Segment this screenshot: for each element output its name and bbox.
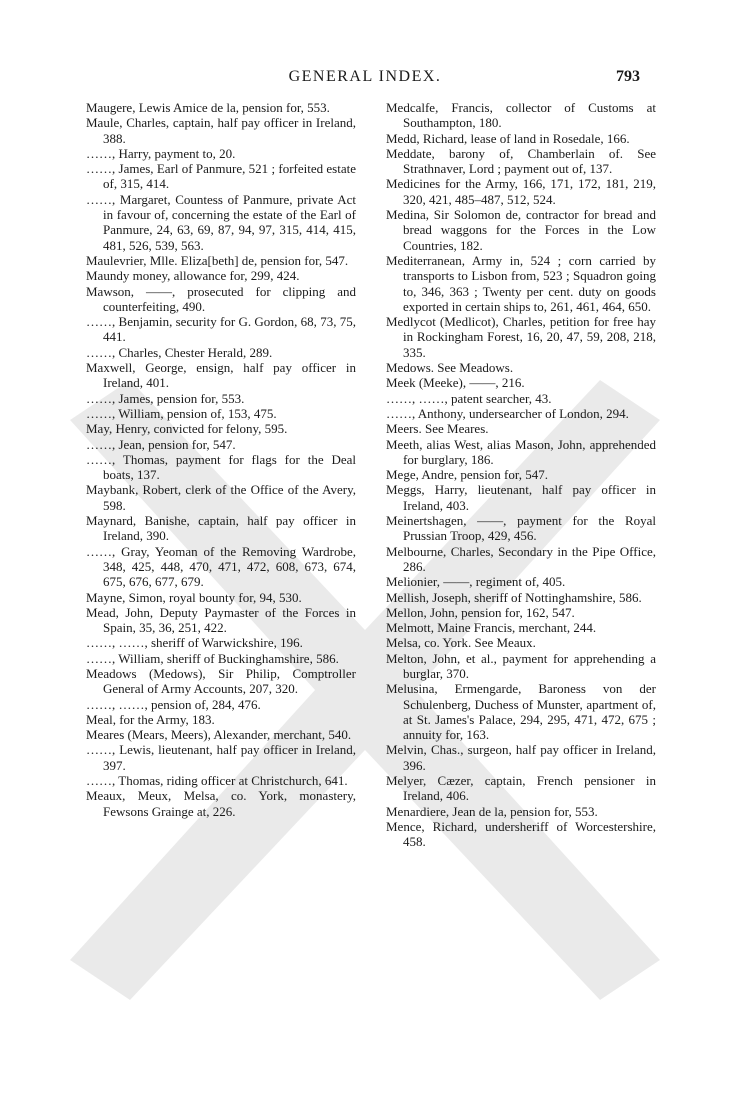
index-entry: Melyer, Cæzer, captain, French pensioner in Ireland, 406.: [386, 773, 656, 804]
index-entry: Maundy money, allowance for, 299, 424.: [86, 268, 300, 284]
index-entry: ……, William, sheriff of Buckinghamshire, 586.: [86, 650, 339, 666]
index-entry: Melbourne, Charles, Secondary in the Pipe Office, 286.: [386, 543, 656, 574]
index-entry: Melmott, Maine Francis, merchant, 244.: [386, 620, 597, 636]
index-entry: Mege, Andre, pension for, 547.: [386, 467, 548, 483]
index-entry: Maxwell, George, ensign, half pay officer in Ireland, 401.: [86, 360, 356, 391]
index-entry: Meinertshagen, ——, payment for the Royal Prussian Troop, 429, 456.: [386, 513, 656, 544]
index-entry: ……, Thomas, payment for flags for the Deal boats, 137.: [86, 451, 356, 483]
index-entry: ……, Thomas, riding officer at Christchurch, 641.: [86, 773, 348, 789]
index-entry: Melsa, co. York. See Meaux.: [386, 635, 536, 651]
index-entry: ……, Lewis, lieutenant, half pay officer in Ireland, 397.: [86, 742, 356, 773]
index-entry: ……, ……, patent searcher, 43.: [386, 390, 552, 406]
index-column-right: [386, 100, 656, 850]
index-entry: Mayne, Simon, royal bounty for, 94, 530.: [86, 589, 302, 605]
index-entry: ……, Anthony, undersearcher of London, 294.: [386, 405, 629, 421]
index-entry: Meaux, Meux, Melsa, co. York, monastery, Fewsons Grainge at, 226.: [86, 788, 356, 819]
index-entry: ……, Margaret, Countess of Panmure, private Act in favour of, concerning the estate of the Earl of Panmure, 24, 63, 69, 87, 94, 97, 315, 414, 415, 481, 526, 539, 563.: [86, 191, 356, 253]
index-entry: Meares (Mears, Meers), Alexander, merchant, 540.: [86, 727, 352, 743]
index-entry: Medina, Sir Solomon de, contractor for bread and bread waggons for the Forces in the Low Countries, 182.: [386, 207, 656, 253]
index-entry: Medows. See Meadows.: [386, 360, 514, 376]
index-entry: Mawson, ——, prosecuted for clipping and counterfeiting, 490.: [86, 283, 356, 314]
index-entry: Medd, Richard, lease of land in Rosedale, 166.: [386, 130, 630, 146]
index-entry: ……, Gray, Yeoman of the Removing Wardrobe, 348, 425, 448, 470, 471, 472, 608, 673, 674, 675, 676, 677, 679.: [86, 543, 356, 590]
index-entry: Mence, Richard, undersheriff of Worcestershire, 458.: [386, 818, 656, 850]
index-entry: ……, Harry, payment to, 20.: [86, 145, 236, 161]
index-entry: ……, James, Earl of Panmure, 521 ; forfeited estate of, 315, 414.: [86, 161, 356, 192]
index-entry: Mediterranean, Army in, 524 ; corn carried by transports to Lisbon from, 523 ; Squadron going to, 346, 363 ; Twenty per cent. duty on goods exported in certain ships to, 261, 461, 464, 650.: [386, 252, 656, 314]
index-entry: Maulevrier, Mlle. Eliza[beth] de, pension for, 547.: [86, 252, 349, 268]
index-entry: ……, William, pension of, 153, 475.: [86, 405, 277, 421]
index-entry: Melusina, Ermengarde, Baroness von der Schulenberg, Duchess of Munster, apartment of, at St. James's Palace, 294, 295, 471, 472, 675 ; annuity for, 163.: [386, 681, 656, 743]
index-entry: Meddate, barony of, Chamberlain of. See Strathnaver, Lord ; payment out of, 137.: [386, 145, 656, 177]
index-entry: ……, ……, pension of, 284, 476.: [86, 696, 261, 712]
index-entry: Melton, John, et al., payment for apprehending a burglar, 370.: [386, 650, 656, 681]
index-entry: Mellon, John, pension for, 162, 547.: [386, 604, 575, 620]
index-entry: ……, James, pension for, 553.: [86, 390, 245, 406]
page-header: [0, 68, 730, 88]
index-entry: Medcalfe, Francis, collector of Customs at Southampton, 180.: [386, 100, 656, 131]
index-entry: Melvin, Chas., surgeon, half pay officer in Ireland, 396.: [386, 742, 656, 773]
index-entry: ……, ……, sheriff of Warwickshire, 196.: [86, 635, 303, 651]
index-entry: Meek (Meeke), ——, 216.: [386, 375, 525, 391]
index-entry: Meadows (Medows), Sir Philip, Comptroller General of Army Accounts, 207, 320.: [86, 665, 356, 697]
index-entry: Melionier, ——, regiment of, 405.: [386, 574, 566, 590]
index-entry: Meal, for the Army, 183.: [86, 711, 215, 727]
index-entry: May, Henry, convicted for felony, 595.: [86, 421, 288, 437]
index-column-left: [86, 100, 356, 819]
index-entry: Maynard, Banishe, captain, half pay officer in Ireland, 390.: [86, 513, 356, 544]
index-entry: Mellish, Joseph, sheriff of Nottinghamshire, 586.: [386, 589, 642, 605]
index-entry: Menardiere, Jean de la, pension for, 553.: [386, 803, 598, 819]
running-title: GENERAL INDEX.: [288, 68, 442, 85]
index-entry: Maugere, Lewis Amice de la, pension for, 553.: [86, 100, 330, 115]
index-entry: Meggs, Harry, lieutenant, half pay officer in Ireland, 403.: [386, 482, 656, 513]
page-number: 793: [616, 68, 640, 85]
index-entry: ……, Jean, pension for, 547.: [86, 436, 236, 452]
index-entry: Medlycot (Medlicot), Charles, petition for free hay in Rockingham Forest, 16, 20, 47, 59, 208, 218, 335.: [386, 314, 656, 360]
index-entry: Medicines for the Army, 166, 171, 172, 181, 219, 320, 421, 485–487, 512, 524.: [386, 176, 656, 207]
index-entry: ……, Charles, Chester Herald, 289.: [86, 344, 273, 360]
index-entry: ……, Benjamin, security for G. Gordon, 68, 73, 75, 441.: [86, 314, 356, 345]
index-entry: Maule, Charles, captain, half pay officer in Ireland, 388.: [86, 115, 356, 146]
index-entry: Meeth, alias West, alias Mason, John, apprehended for burglary, 186.: [386, 436, 656, 467]
index-entry: Mead, John, Deputy Paymaster of the Forces in Spain, 35, 36, 251, 422.: [86, 604, 356, 636]
index-entry: Maybank, Robert, clerk of the Office of the Avery, 598.: [86, 482, 356, 513]
index-entry: Meers. See Meares.: [386, 421, 489, 437]
